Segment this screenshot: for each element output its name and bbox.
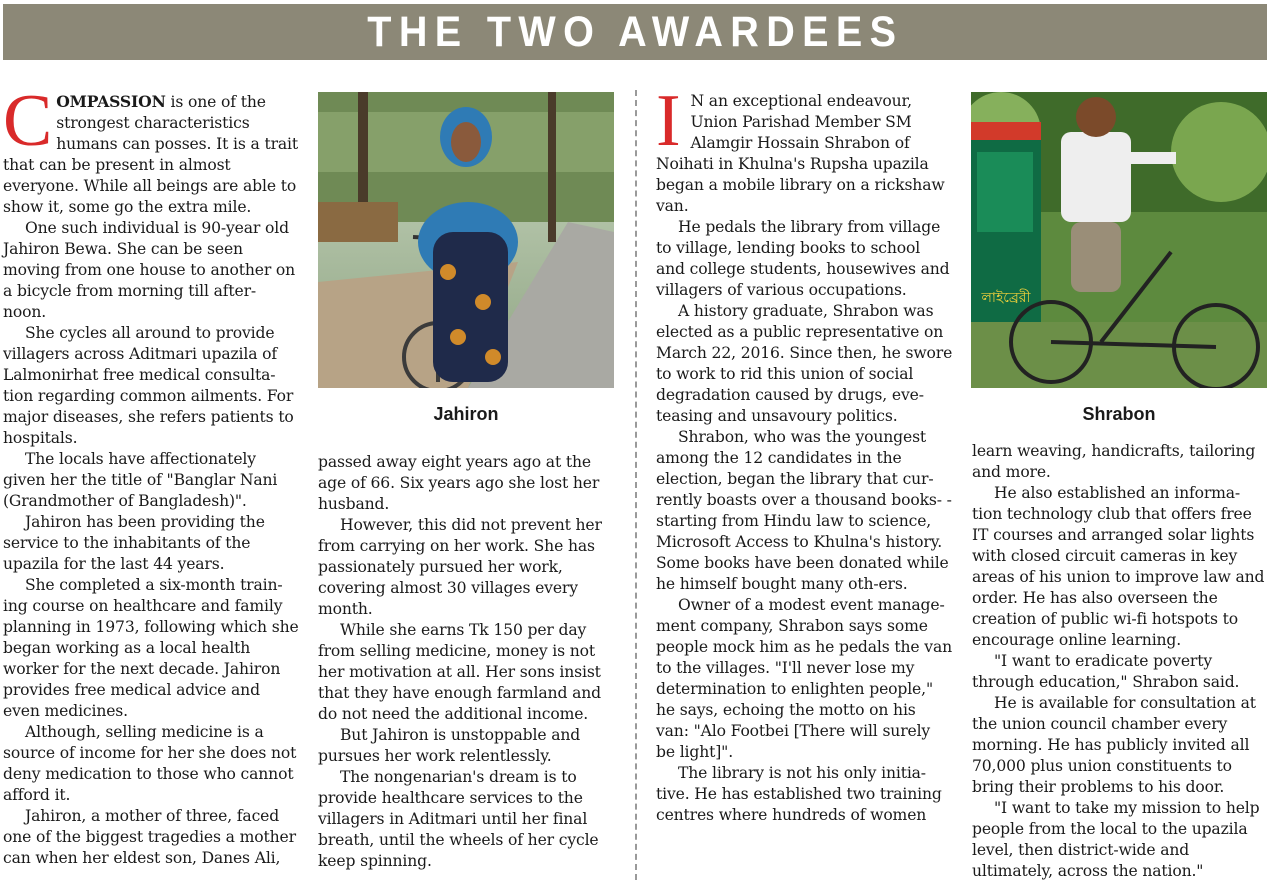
drop-cap: I [656,80,681,162]
paragraph: The library is not his only initia-tive. He has established two training centres where hundreds of women [656,764,942,824]
van-sign-text: লাইব্রেরী [981,290,1031,306]
paragraph: The nongenarian's dream is to provide healthcare services to the villagers in Aditmari until her final breath, until the wheels of her cycle keep spinning. [318,768,599,870]
paragraph: "I want to eradicate poverty through education," Shrabon said. [972,652,1240,691]
paragraph: He is available for consultation at the union council chamber every morning. He has publicly invited all 70,000 plus union constituents to bring their problems to his door. [972,694,1256,796]
paragraph: Jahiron, a mother of three, faced one of the biggest tragedies a mother can when her eldest son, Danes Ali, [3,807,296,867]
story1-column1 [3,80,299,869]
lead-word: OMPASSION [56,92,166,111]
jahiron-cycling-illustration [318,92,614,388]
photo-caption-jahiron: Jahiron [433,404,499,424]
story2-column3 [656,80,953,826]
paragraph: She completed a six-month train-ing course on healthcare and family planning in 1973, following which she began working as a local health worker for the next decade. Jahiron provides free medical advice and even medicines. [3,576,299,720]
paragraph: He pedals the library from village to village, lending books to school and college students, housewives and villagers of various occupations. [656,218,950,299]
story1-column2 [318,452,614,872]
story1-first-paragraph: COMPASSION is one of the strongest characteristics humans can posses. It is a trait that can be present in almost everyone. While all beings are able to show it, some go the extra mile. [3,80,298,216]
paragraph: While she earns Tk 150 per day from selling medicine, money is not her motivation at all. Her sons insist that they have enough farmland and do not need the additional income. [318,621,601,723]
page-title: THE TWO AWARDEES [366,7,904,56]
paragraph: Shrabon, who was the youngest among the 12 candidates in the election, began the library that cur-rently boasts over a thousand books- - starting from Hindu law to science, Microsoft Access to Khulna's history. Some books have been donated while he himself bought many oth-ers. [656,428,952,593]
paragraph: Owner of a modest event manage-ment company, Shrabon says some people mock him as he pedals the van to the villages. "I'll never lose my determination to enlighten people," he says, echoing the motto on his van: "Alo Footbei [There will surely be light]". [656,596,953,761]
paragraph: But Jahiron is unstoppable and pursues her work relentlessly. [318,726,581,765]
column-divider [635,90,637,880]
paragraph: Jahiron has been providing the service to the inhabitants of the upazila for the last 44 years. [3,513,265,573]
paragraph: He also established an informa-tion technology club that offers free IT courses and arranged solar lights with closed circuit cameras in key areas of his union to improve law and order. He has also overseen the creation of public wi-fi hotspots to encourage online learning. [972,484,1265,649]
paragraph: One such individual is 90-year old Jahiron Bewa. She can be seen moving from one house to another on a bicycle from morning till after-noon. [3,219,296,321]
shrabon-library-van-illustration [971,92,1267,388]
paragraph: She cycles all around to provide villagers across Aditmari upazila of Lalmonirhat free medical consulta-tion regarding common ailments. For major diseases, she refers patients to hospitals. [3,324,294,447]
headline-banner [3,4,1267,60]
paragraph: "I want to take my mission to help people from the local to the upazila level, then district-wide and ultimately, across the nation." [972,799,1260,880]
drop-cap: C [3,80,53,162]
story2-first-paragraph: I N an exceptional endeavour, Union Parishad Member SM Alamgir Hossain Shrabon of Noihati in Khulna's Rupsha upazila began a mobile library on a rickshaw van. [656,80,945,215]
photo-caption-shrabon: Shrabon [1082,404,1156,424]
paragraph: A history graduate, Shrabon was elected as a public representative on March 22, 2016. Since then, he swore to work to rid this union of social degradation caused by drugs, eve-teasing and unsavoury politics. [656,302,953,425]
story2-column4 [972,441,1267,882]
jahiron-photo [318,92,614,388]
paragraph: Although, selling medicine is a source of income for her she does not deny medication to those who cannot afford it. [3,723,297,804]
paragraph: learn weaving, handicrafts, tailoring and more. [972,442,1256,481]
paragraph: passed away eight years ago at the age of 66. Six years ago she lost her husband. [318,453,600,513]
shrabon-photo [971,92,1267,388]
paragraph: However, this did not prevent her from carrying on her work. She has passionately pursued her work, covering almost 30 villages every month. [318,516,602,618]
paragraph: The locals have affectionately given her the title of "Banglar Nani (Grandmother of Bangladesh)". [3,450,278,510]
